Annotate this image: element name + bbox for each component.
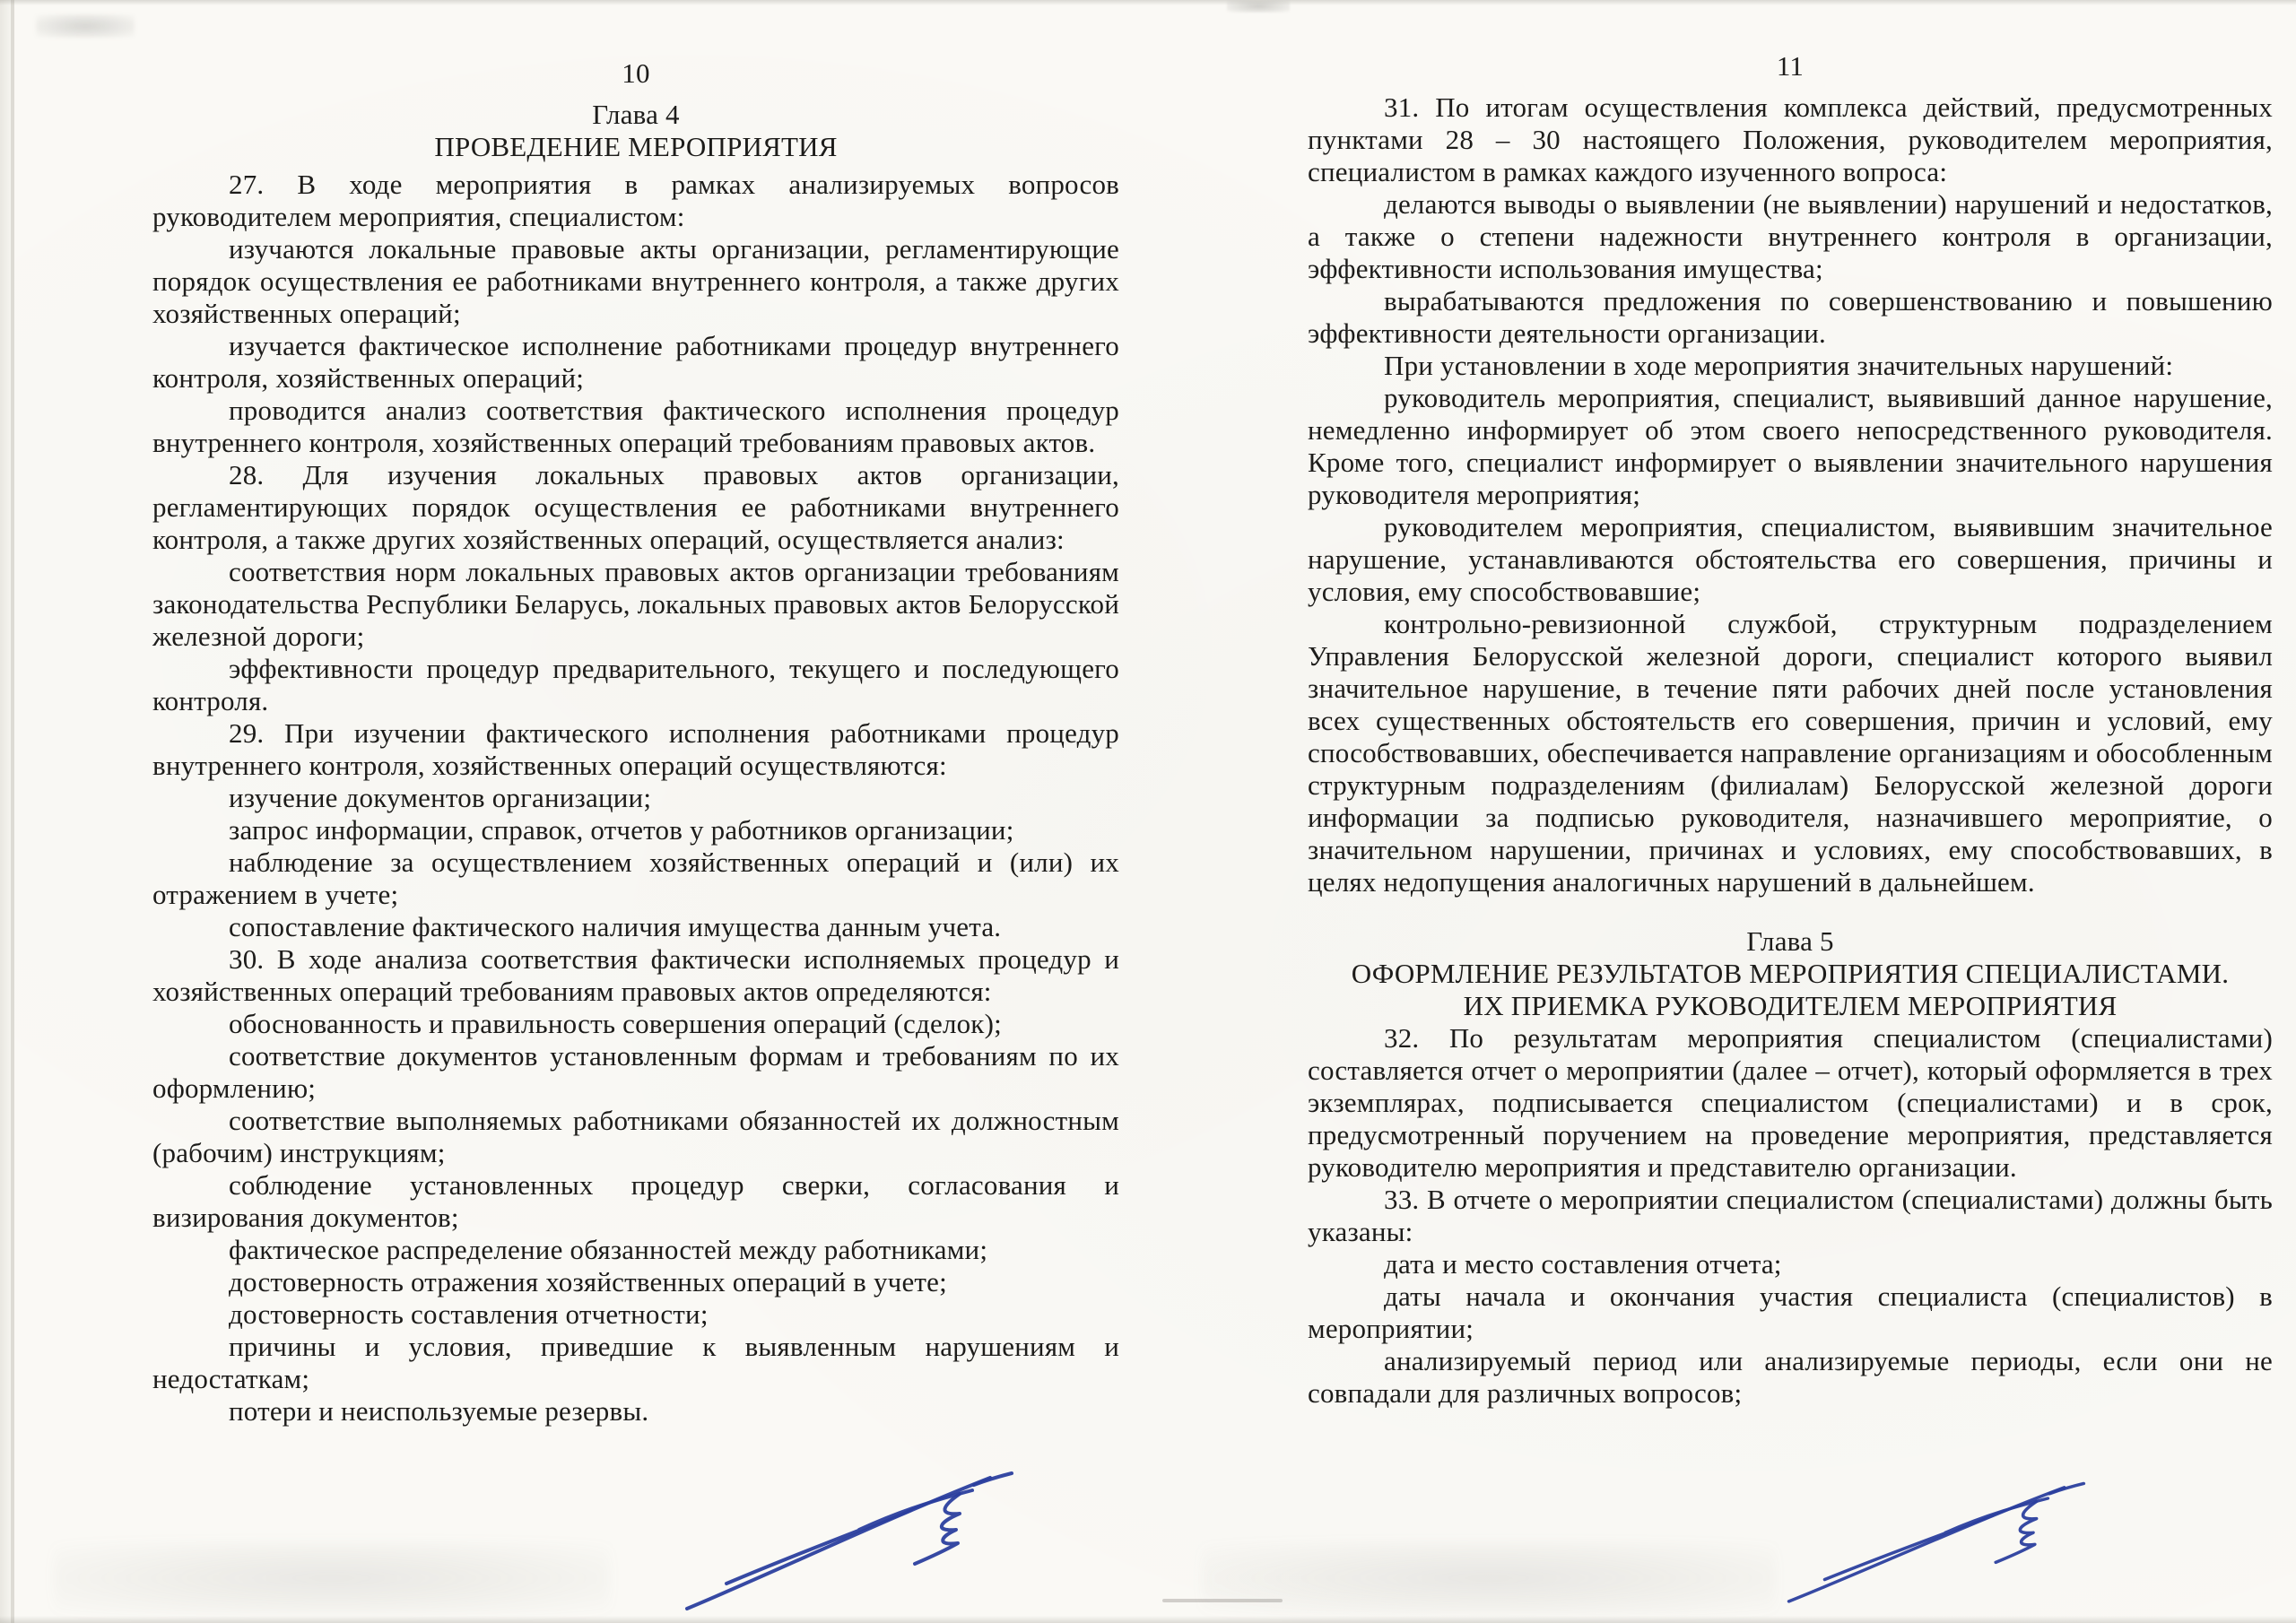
paragraph: 30. В ходе анализа соответствия фактически исполняемых процедур и хозяйственных операций требованиям правовых актов определяются: — [152, 943, 1119, 1007]
page-11 — [1308, 50, 2273, 1410]
paragraph: соответствие выполняемых работниками обязанностей их должностным (рабочим) инструкциям; — [152, 1105, 1119, 1168]
paragraph: запрос информации, справок, отчетов у работников организации; — [229, 814, 1014, 846]
paragraph: руководителем мероприятия, специалистом, выявившим значительное нарушение, устанавливаются обстоятельства его совершения, причины и условия, ему способствовавшие; — [1308, 511, 2273, 607]
paragraph: дата и место составления отчета; — [1384, 1248, 1782, 1280]
paragraph: наблюдение за осуществлением хозяйственных операций и (или) их отражением в учете; — [152, 846, 1119, 910]
scan-left-edge-line — [11, 0, 14, 1623]
paragraph: сопоставление фактического наличия имущества данным учета. — [229, 911, 1002, 942]
paragraph: изучение документов организации; — [229, 782, 652, 813]
chapter-heading: Глава 5 — [1746, 925, 1834, 957]
paragraph: 33. В отчете о мероприятии специалистом (специалистами) должны быть указаны: — [1308, 1184, 2273, 1247]
ink-bleed-through — [1202, 1542, 1776, 1614]
handwritten-signature-icon — [1769, 1465, 2127, 1622]
paragraph: вырабатываются предложения по совершенствованию и повышению эффективности деятельности организации. — [1308, 285, 2273, 349]
paragraph: руководитель мероприятия, специалист, выявивший данное нарушение, немедленно информирует об этом своего непосредственного руководителя. Кроме того, специалист информирует о выявлении значительного нарушения руководителя мероприятия; — [1308, 382, 2273, 510]
chapter-title: ИХ ПРИЕМКА РУКОВОДИТЕЛЕМ МЕРОПРИЯТИЯ — [1463, 990, 2118, 1021]
page-number: 10 — [622, 57, 650, 89]
paragraph: обоснованность и правильность совершения операций (сделок); — [229, 1008, 1002, 1039]
chapter-title: ОФОРМЛЕНИЕ РЕЗУЛЬТАТОВ МЕРОПРИЯТИЯ СПЕЦИАЛИСТАМИ. — [1351, 958, 2230, 989]
handwritten-signature-icon — [674, 1458, 1042, 1623]
scan-smudge — [36, 14, 135, 38]
paragraph: фактическое распределение обязанностей между работниками; — [229, 1234, 988, 1265]
scan-smudge — [1227, 0, 1290, 13]
paragraph: эффективности процедур предварительного, текущего и последующего контроля. — [152, 653, 1119, 716]
paragraph: 32. По результатам мероприятия специалистом (специалистами) составляется отчет о мероприятии (далее – отчет), который оформляется в трех экземплярах, подписывается специалистом (специалистами) и в срок, предусмотренный поручением на проведение мероприятия, представляется руководителю мероприятия и представителю организации. — [1308, 1022, 2273, 1183]
page-number: 11 — [1776, 50, 1805, 82]
scan-top-edge — [0, 0, 2296, 5]
paragraph: даты начала и окончания участия специалиста (специалистов) в мероприятии; — [1308, 1280, 2273, 1344]
paragraph: 27. В ходе мероприятия в рамках анализируемых вопросов руководителем мероприятия, специалистом: — [152, 169, 1119, 232]
paragraph: контрольно-ревизионной службой, структурным подразделением Управления Белорусской железной дороги, специалист которого выявил значительное нарушение, в течение пяти рабочих дней после установления всех существенных обстоятельств его совершения, причин и условий, ему способствовавших, обеспечивается направление организациям и обособленным структурным подразделениям (филиалам) Белорусской железной дороги информации за подписью руководителя, назначившего мероприятие, о значительном нарушении, причинах и условиях, ему способствовавших, в целях недопущения аналогичных нарушений в дальнейшем. — [1308, 608, 2273, 898]
paragraph: потери и неиспользуемые резервы. — [229, 1395, 649, 1427]
paragraph: изучаются локальные правовые акты организации, регламентирующие порядок осуществления ее работниками внутреннего контроля, а также других хозяйственных операций; — [152, 233, 1119, 329]
paragraph: соответствия норм локальных правовых актов организации требованиям законодательства Республики Беларусь, локальных правовых актов Белорусской железной дороги; — [152, 556, 1119, 652]
paragraph: проводится анализ соответствия фактического исполнения процедур внутреннего контроля, хозяйственных операций требованиям правовых актов. — [152, 395, 1119, 458]
paragraph: анализируемый период или анализируемые периоды, если они не совпадали для различных вопросов; — [1308, 1345, 2273, 1409]
paragraph: При установлении в ходе мероприятия значительных нарушений: — [1384, 350, 2174, 381]
paragraph: достоверность составления отчетности; — [229, 1298, 709, 1330]
paragraph: делаются выводы о выявлении (не выявлении) нарушений и недостатков, а также о степени надежности внутреннего контроля в организации, эффективности использования имущества; — [1308, 188, 2273, 284]
ink-bleed-through — [54, 1542, 610, 1614]
page-10 — [152, 57, 1119, 1428]
scan-left-edge — [0, 0, 11, 1623]
paragraph: изучается фактическое исполнение работниками процедур внутреннего контроля, хозяйственных операций; — [152, 330, 1119, 394]
paragraph: соблюдение установленных процедур сверки, согласования и визирования документов; — [152, 1169, 1119, 1233]
paragraph: причины и условия, приведшие к выявленным нарушениям и недостаткам; — [152, 1331, 1119, 1394]
paragraph: 28. Для изучения локальных правовых актов организации, регламентирующих порядок осуществления ее работниками внутреннего контроля, а также других хозяйственных операций, осуществляется анализ: — [152, 459, 1119, 555]
paragraph: 29. При изучении фактического исполнения работниками процедур внутреннего контроля, хозяйственных операций осуществляются: — [152, 717, 1119, 781]
paragraph: 31. По итогам осуществления комплекса действий, предусмотренных пунктами 28 – 30 настоящего Положения, руководителем мероприятия, специалистом в рамках каждого изученного вопроса: — [1308, 91, 2273, 187]
chapter-title: ПРОВЕДЕНИЕ МЕРОПРИЯТИЯ — [434, 131, 838, 162]
paragraph: достоверность отражения хозяйственных операций в учете; — [229, 1266, 947, 1298]
paragraph: соответствие документов установленным формам и требованиям по их оформлению; — [152, 1040, 1119, 1104]
chapter-heading: Глава 4 — [592, 99, 680, 130]
